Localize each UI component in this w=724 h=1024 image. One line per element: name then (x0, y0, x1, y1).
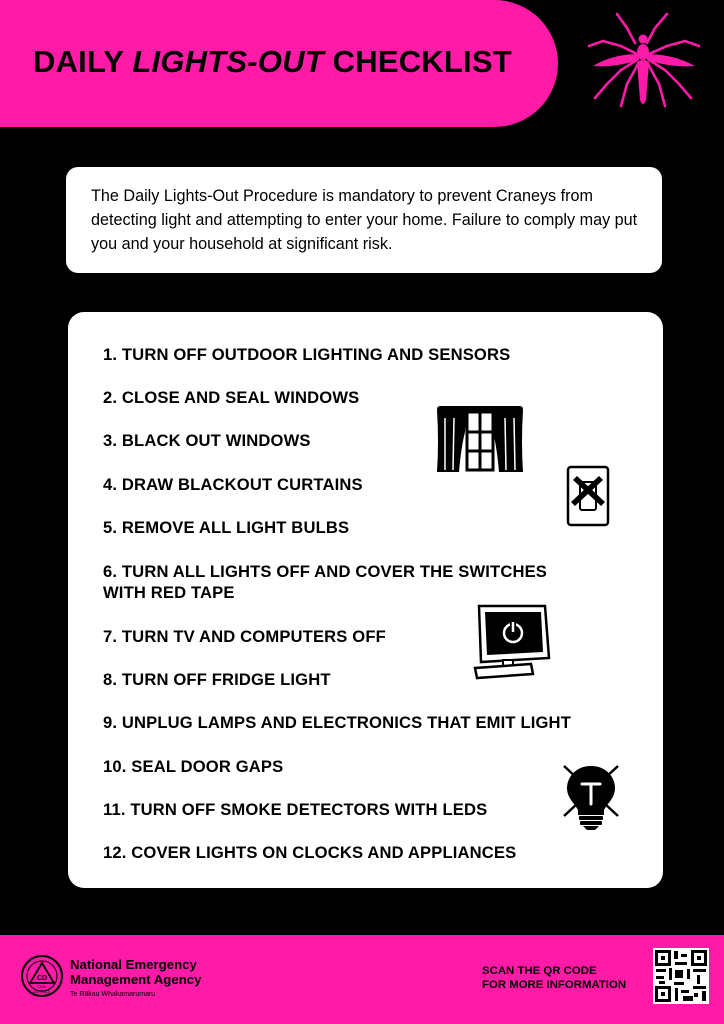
checklist-item-4: 4. DRAW BLACKOUT CURTAINS (103, 475, 363, 494)
checklist-item-3: 3. BLACK OUT WINDOWS (103, 431, 311, 450)
scan-line-1: SCAN THE QR CODE (482, 965, 597, 977)
agency-line-2: Management Agency (70, 972, 202, 987)
taped-switch-icon (565, 464, 611, 528)
scan-line-2: FOR MORE INFORMATION (482, 979, 627, 991)
qr-code[interactable] (653, 948, 709, 1004)
checklist-item-6-cont: WITH RED TAPE (103, 583, 235, 602)
checklist-item-1: 1. TURN OFF OUTDOOR LIGHTING AND SENSORS (103, 345, 511, 364)
checklist-item-9: 9. UNPLUG LAMPS AND ELECTRONICS THAT EMIT LIGHT (103, 713, 571, 732)
checklist-panel (68, 312, 663, 888)
checklist-item-7: 7. TURN TV AND COMPUTERS OFF (103, 627, 386, 646)
checklist-item-10: 10. SEAL DOOR GAPS (103, 757, 284, 776)
svg-text:CD: CD (36, 975, 48, 982)
agency-maori-name: Te Rākau Whakamarumaru (70, 991, 156, 998)
title-italic: LIGHTS-OUT (132, 44, 324, 79)
intro-text: The Daily Lights-Out Procedure is mandatory to prevent Craneys from detecting light and attempting to enter your home. Failure to comply may put you and your household at significant risk. (91, 187, 638, 253)
agency-name (70, 957, 201, 987)
logo-text-top: CIVIL (37, 985, 47, 989)
mosquito-icon (583, 10, 705, 122)
title-end: CHECKLIST (323, 44, 512, 79)
civil-defence-logo (20, 954, 64, 998)
agency-line-1: National Emergency (70, 957, 197, 972)
checklist-item-6: 6. TURN ALL LIGHTS OFF AND COVER THE SWITCHES (103, 562, 548, 581)
curtains-icon (435, 402, 525, 476)
intro-box (66, 167, 662, 273)
title-start: DAILY (33, 44, 133, 79)
checklist-item-2: 2. CLOSE AND SEAL WINDOWS (103, 388, 360, 407)
checklist-item-8: 8. TURN OFF FRIDGE LIGHT (103, 670, 331, 689)
page-title (33, 44, 512, 80)
checklist-item-11: 11. TURN OFF SMOKE DETECTORS WITH LEDS (103, 800, 488, 819)
checklist-item-12: 12. COVER LIGHTS ON CLOCKS AND APPLIANCES (103, 843, 517, 862)
computer-power-icon (471, 602, 551, 680)
header-banner (0, 0, 558, 127)
crossed-bulb-icon (558, 760, 624, 832)
scan-qr-text (482, 964, 626, 992)
logo-text-bottom: DEFENCE (33, 990, 51, 994)
checklist-item-5: 5. REMOVE ALL LIGHT BULBS (103, 518, 350, 537)
footer-banner (0, 935, 724, 1024)
